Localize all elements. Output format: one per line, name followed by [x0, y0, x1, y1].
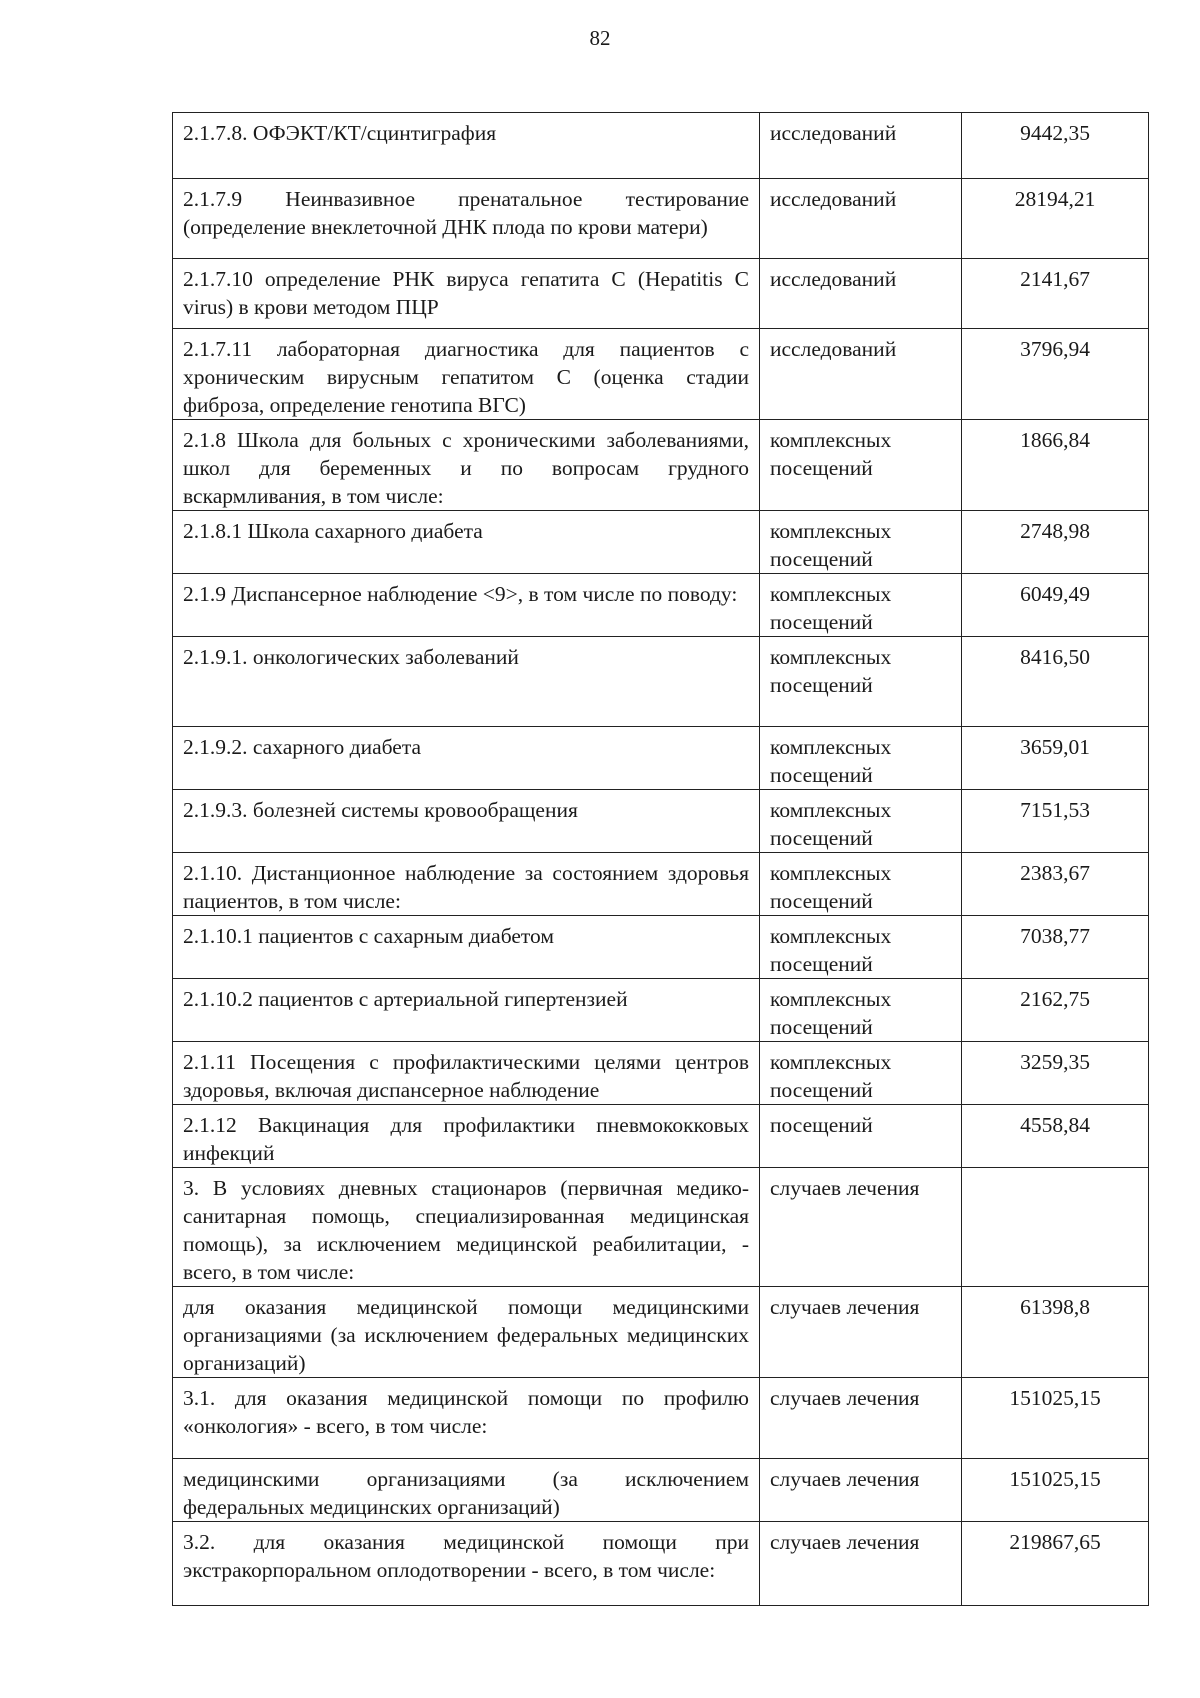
row-unit: исследований	[760, 329, 962, 420]
row-description: 2.1.10. Дистанционное наблюдение за состоянием здоровья пациентов, в том числе:	[173, 853, 760, 916]
row-value: 219867,65	[962, 1522, 1149, 1606]
table-row	[173, 179, 1149, 259]
row-unit: случаев лечения	[760, 1378, 962, 1459]
row-description: 2.1.7.10 определение РНК вируса гепатита С (Hepatitis C virus) в крови методом ПЦР	[173, 259, 760, 329]
row-value: 4558,84	[962, 1105, 1149, 1168]
row-description: 2.1.9.2. сахарного диабета	[173, 727, 760, 790]
table-row	[173, 979, 1149, 1042]
table-row	[173, 574, 1149, 637]
row-unit: комплексных посещений	[760, 1042, 962, 1105]
table-row	[173, 1105, 1149, 1168]
table-row	[173, 259, 1149, 329]
row-description: медицинскими организациями (за исключением федеральных медицинских организаций)	[173, 1459, 760, 1522]
table-row	[173, 1042, 1149, 1105]
row-unit: комплексных посещений	[760, 916, 962, 979]
row-unit: комплексных посещений	[760, 511, 962, 574]
row-unit: комплексных посещений	[760, 637, 962, 727]
row-unit: комплексных посещений	[760, 420, 962, 511]
row-description: 2.1.10.1 пациентов с сахарным диабетом	[173, 916, 760, 979]
row-value: 9442,35	[962, 113, 1149, 179]
row-value: 3659,01	[962, 727, 1149, 790]
row-unit: комплексных посещений	[760, 574, 962, 637]
row-value	[962, 1168, 1149, 1287]
row-unit: комплексных посещений	[760, 727, 962, 790]
table-row	[173, 420, 1149, 511]
row-unit: комплексных посещений	[760, 790, 962, 853]
row-description: 2.1.7.11 лабораторная диагностика для пациентов с хроническим вирусным гепатитом С (оценка стадии фиброза, определение генотипа ВГС)	[173, 329, 760, 420]
table-row	[173, 916, 1149, 979]
table-row	[173, 329, 1149, 420]
row-value: 2141,67	[962, 259, 1149, 329]
table-row	[173, 1459, 1149, 1522]
row-unit: случаев лечения	[760, 1168, 962, 1287]
row-description: 2.1.10.2 пациентов с артериальной гипертензией	[173, 979, 760, 1042]
row-unit: исследований	[760, 259, 962, 329]
table-row	[173, 637, 1149, 727]
table-row	[173, 727, 1149, 790]
row-value: 3796,94	[962, 329, 1149, 420]
table-row	[173, 1168, 1149, 1287]
row-value: 2383,67	[962, 853, 1149, 916]
row-value: 2748,98	[962, 511, 1149, 574]
row-description: 2.1.9.1. онкологических заболеваний	[173, 637, 760, 727]
row-value: 7038,77	[962, 916, 1149, 979]
row-unit: случаев лечения	[760, 1459, 962, 1522]
row-value: 2162,75	[962, 979, 1149, 1042]
row-description: 2.1.8.1 Школа сахарного диабета	[173, 511, 760, 574]
row-unit: исследований	[760, 113, 962, 179]
page-number: 82	[589, 26, 611, 50]
row-unit: посещений	[760, 1105, 962, 1168]
row-value: 7151,53	[962, 790, 1149, 853]
row-description: 2.1.8 Школа для больных с хроническими заболеваниями, школ для беременных и по вопросам грудного вскармливания, в том числе:	[173, 420, 760, 511]
row-description: 3. В условиях дневных стационаров (первичная медико-санитарная помощь, специализированная медицинская помощь), за исключением медицинской реабилитации, - всего, в том числе:	[173, 1168, 760, 1287]
row-description: 2.1.11 Посещения с профилактическими целями центров здоровья, включая диспансерное наблюдение	[173, 1042, 760, 1105]
row-description: 2.1.7.8. ОФЭКТ/КТ/сцинтиграфия	[173, 113, 760, 179]
row-value: 151025,15	[962, 1459, 1149, 1522]
row-unit: случаев лечения	[760, 1287, 962, 1378]
row-description: 2.1.9 Диспансерное наблюдение <9>, в том числе по поводу:	[173, 574, 760, 637]
row-description: 3.1. для оказания медицинской помощи по профилю «онкология» - всего, в том числе:	[173, 1378, 760, 1459]
row-description: 2.1.7.9 Неинвазивное пренатальное тестирование (определение внеклеточной ДНК плода по крови матери)	[173, 179, 760, 259]
row-unit: комплексных посещений	[760, 853, 962, 916]
row-unit: исследований	[760, 179, 962, 259]
table-row	[173, 790, 1149, 853]
row-value: 6049,49	[962, 574, 1149, 637]
table-row	[173, 1378, 1149, 1459]
row-description: для оказания медицинской помощи медицинскими организациями (за исключением федеральных медицинских организаций)	[173, 1287, 760, 1378]
row-value: 28194,21	[962, 179, 1149, 259]
row-unit: случаев лечения	[760, 1522, 962, 1606]
table-row	[173, 853, 1149, 916]
table-row	[173, 113, 1149, 179]
row-value: 1866,84	[962, 420, 1149, 511]
row-description: 2.1.12 Вакцинация для профилактики пневмококковых инфекций	[173, 1105, 760, 1168]
table-row	[173, 1287, 1149, 1378]
row-unit: комплексных посещений	[760, 979, 962, 1042]
row-description: 3.2. для оказания медицинской помощи при экстракорпоральном оплодотворении - всего, в том числе:	[173, 1522, 760, 1606]
row-value: 3259,35	[962, 1042, 1149, 1105]
tariff-table	[172, 112, 1149, 1606]
row-description: 2.1.9.3. болезней системы кровообращения	[173, 790, 760, 853]
row-value: 151025,15	[962, 1378, 1149, 1459]
row-value: 61398,8	[962, 1287, 1149, 1378]
table-row	[173, 1522, 1149, 1606]
row-value: 8416,50	[962, 637, 1149, 727]
table-row	[173, 511, 1149, 574]
